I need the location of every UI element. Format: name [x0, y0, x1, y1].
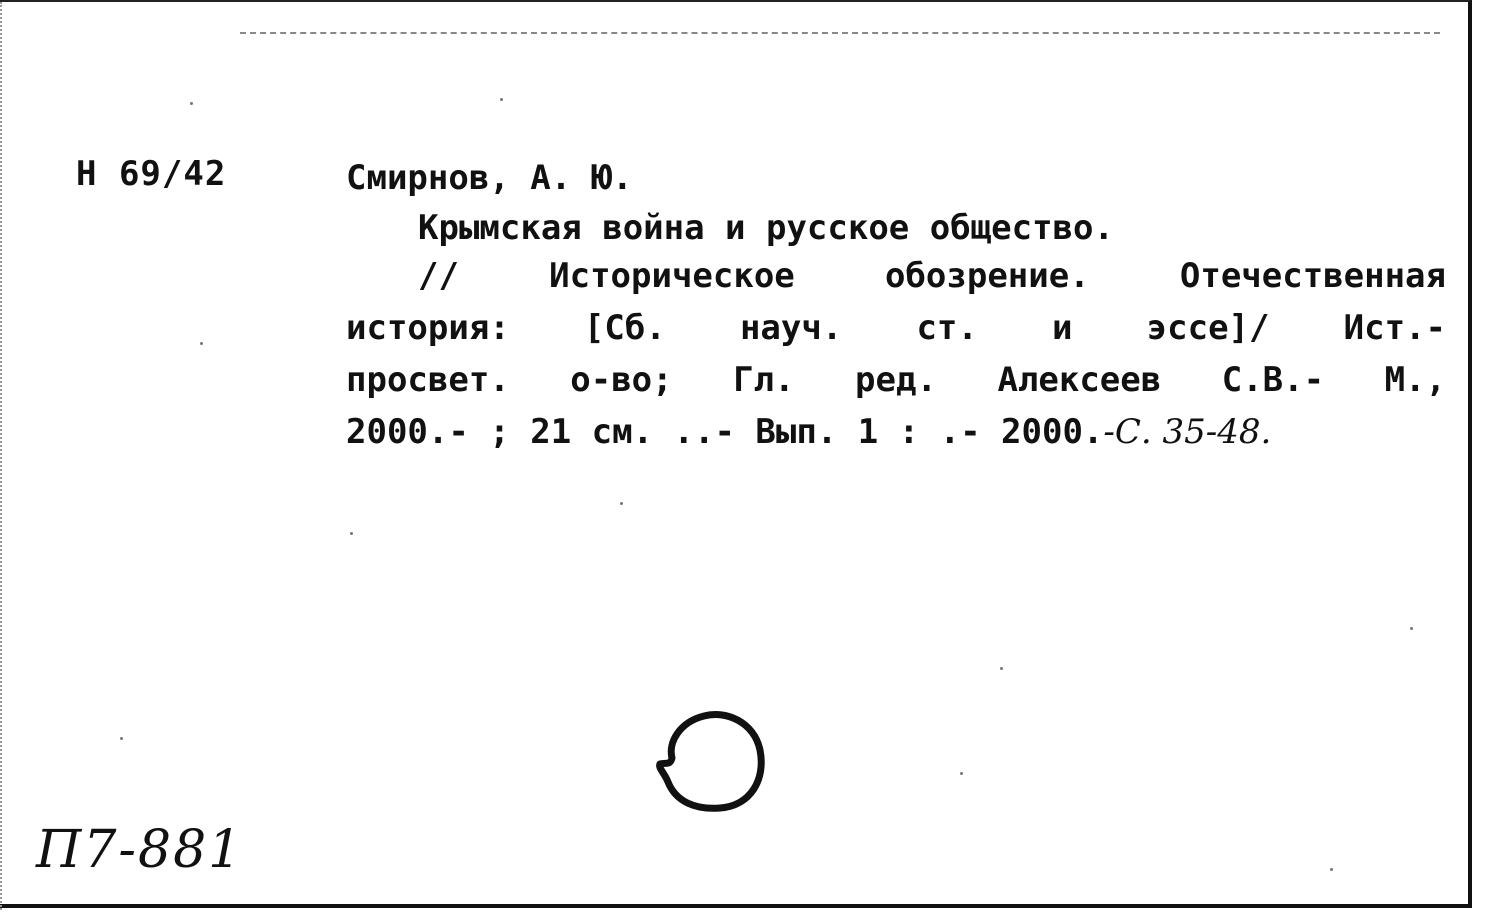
bibliographic-description — [346, 250, 1446, 458]
dust-speck — [1410, 627, 1413, 630]
dust-speck — [190, 102, 193, 105]
dust-speck — [200, 342, 203, 345]
author-heading: Смирнов, А. Ю. — [346, 158, 633, 198]
handwritten-pages: -С. 35-48. — [1103, 412, 1272, 452]
edition-info: 2000.- ; 21 см. ..- Вып. 1 : .- 2000. — [346, 412, 1104, 452]
dust-speck — [620, 502, 623, 505]
description-line: просвет. о-во; Гл. ред. Алексеев С.В.- М., — [346, 360, 1446, 400]
description-line-final — [346, 406, 1446, 458]
shelfmark: Н 69/42 — [76, 154, 227, 194]
card-edge — [0, 2, 2, 910]
top-ruled-line — [240, 32, 1440, 34]
dust-speck — [1000, 667, 1003, 670]
dust-speck — [1330, 868, 1333, 871]
dust-speck — [350, 532, 353, 535]
description-line: // Историческое обозрение. Отечественная — [418, 256, 1446, 296]
dust-speck — [960, 772, 963, 775]
title-line: Крымская война и русское общество. — [418, 208, 1114, 248]
inventory-number: П7-881 — [36, 820, 244, 880]
dust-speck — [120, 737, 123, 740]
punch-hole-icon — [656, 708, 768, 818]
dust-speck — [500, 98, 503, 101]
description-line: история: [Сб. науч. ст. и эссе]/ Ист.- — [346, 308, 1446, 348]
